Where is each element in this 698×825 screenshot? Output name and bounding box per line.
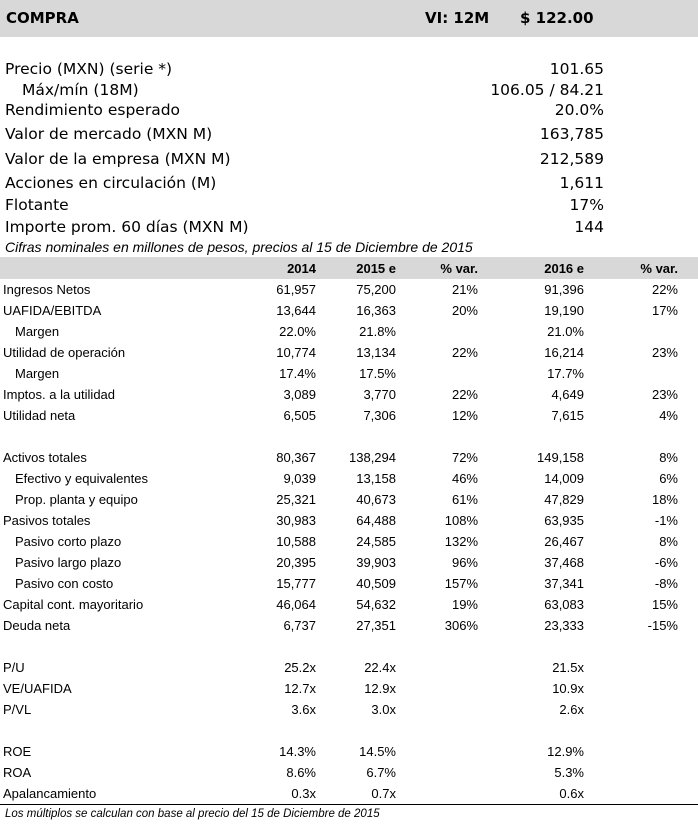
table-cell: 138,294 bbox=[349, 450, 396, 465]
table-cell: 14.5% bbox=[359, 744, 396, 759]
table-cell: 6,737 bbox=[283, 618, 316, 633]
table-cell: 25,321 bbox=[276, 492, 316, 507]
table-cell: 75,200 bbox=[356, 282, 396, 297]
table-cell: 61% bbox=[451, 492, 478, 507]
table-cell: 4,649 bbox=[551, 387, 584, 402]
table-cell: 63,083 bbox=[544, 597, 584, 612]
table-row-label: Utilidad neta bbox=[3, 408, 76, 423]
table-cell: -1% bbox=[654, 513, 678, 528]
table-cell: 22% bbox=[651, 282, 678, 297]
footer-divider bbox=[0, 804, 698, 805]
summary-label: Precio (MXN) (serie *) bbox=[5, 60, 173, 78]
table-cell: 16,214 bbox=[544, 345, 584, 360]
table-cell: 20% bbox=[451, 303, 478, 318]
table-cell: 26,467 bbox=[544, 534, 584, 549]
summary-label: Rendimiento esperado bbox=[5, 101, 181, 119]
table-cell: 149,158 bbox=[537, 450, 584, 465]
table-cell: 14,009 bbox=[544, 471, 584, 486]
table-cell: 12% bbox=[451, 408, 478, 423]
table-row-label: Prop. planta y equipo bbox=[15, 492, 138, 507]
table-cell: 40,673 bbox=[356, 492, 396, 507]
table-row-label: Imptos. a la utilidad bbox=[3, 387, 116, 402]
table-row-label: Pasivo largo plazo bbox=[15, 555, 122, 570]
col-2016e: 2016 e bbox=[544, 261, 584, 276]
table-cell: 0.7x bbox=[371, 786, 396, 801]
table-cell: -6% bbox=[654, 555, 678, 570]
table-cell: 14.3% bbox=[279, 744, 316, 759]
table-row-label: Activos totales bbox=[3, 450, 87, 465]
table-cell: 132% bbox=[444, 534, 478, 549]
summary-value: 212,589 bbox=[539, 150, 604, 168]
table-cell: 39,903 bbox=[356, 555, 396, 570]
table-cell: 9,039 bbox=[283, 471, 316, 486]
table-cell: 8.6% bbox=[286, 765, 316, 780]
table-cell: 37,468 bbox=[544, 555, 584, 570]
table-cell: 22.4x bbox=[364, 660, 396, 675]
table-header bbox=[0, 257, 698, 279]
table-cell: 19% bbox=[451, 597, 478, 612]
table-cell: 37,341 bbox=[544, 576, 584, 591]
table-cell: 13,134 bbox=[356, 345, 396, 360]
table-cell: 21.5x bbox=[552, 660, 584, 675]
table-cell: 3,770 bbox=[363, 387, 396, 402]
summary-value: 17% bbox=[569, 196, 604, 214]
table-row-label: Pasivo corto plazo bbox=[15, 534, 122, 549]
summary-value: 1,611 bbox=[559, 174, 604, 192]
table-cell: 20,395 bbox=[276, 555, 316, 570]
table-row-label: Deuda neta bbox=[3, 618, 71, 633]
table-cell: 3,089 bbox=[283, 387, 316, 402]
table-cell: 0.6x bbox=[559, 786, 584, 801]
table-cell: 12.9x bbox=[364, 681, 396, 696]
target-price: $ 122.00 bbox=[520, 9, 594, 27]
table-cell: 0.3x bbox=[291, 786, 316, 801]
table-cell: 7,306 bbox=[363, 408, 396, 423]
summary-value: 101.65 bbox=[549, 60, 604, 78]
table-row-label: P/VL bbox=[3, 702, 32, 717]
table-cell: 108% bbox=[444, 513, 478, 528]
table-cell: 6,505 bbox=[283, 408, 316, 423]
table-row-label: Pasivos totales bbox=[3, 513, 91, 528]
table-cell: 21% bbox=[451, 282, 478, 297]
table-cell: 64,488 bbox=[356, 513, 396, 528]
table-cell: 2.6x bbox=[559, 702, 584, 717]
table-cell: 23,333 bbox=[544, 618, 584, 633]
table-cell: 96% bbox=[451, 555, 478, 570]
table-row-label: Capital cont. mayoritario bbox=[3, 597, 144, 612]
col-2015e: 2015 e bbox=[356, 261, 396, 276]
table-cell: 3.6x bbox=[291, 702, 316, 717]
vi-label: VI: 12M bbox=[425, 9, 490, 27]
table-row-label: VE/UAFIDA bbox=[3, 681, 72, 696]
table-cell: 12.7x bbox=[284, 681, 316, 696]
summary-value: 163,785 bbox=[539, 125, 604, 143]
table-cell: 3.0x bbox=[371, 702, 396, 717]
table-cell: 5.3% bbox=[554, 765, 584, 780]
table-cell: 23% bbox=[651, 345, 678, 360]
table-cell: 22.0% bbox=[279, 324, 316, 339]
table-cell: 18% bbox=[651, 492, 678, 507]
table-cell: 22% bbox=[451, 387, 478, 402]
table-cell: -8% bbox=[654, 576, 678, 591]
table-cell: 15,777 bbox=[276, 576, 316, 591]
table-row-label: Pasivo con costo bbox=[15, 576, 114, 591]
table-cell: 47,829 bbox=[544, 492, 584, 507]
table-cell: 157% bbox=[444, 576, 478, 591]
table-row-label: Efectivo y equivalentes bbox=[15, 471, 148, 486]
table-cell: 19,190 bbox=[544, 303, 584, 318]
summary-label: Valor de mercado (MXN M) bbox=[5, 125, 213, 143]
table-cell: 13,158 bbox=[356, 471, 396, 486]
table-cell: 23% bbox=[651, 387, 678, 402]
table-cell: 40,509 bbox=[356, 576, 396, 591]
table-row-label: Margen bbox=[15, 366, 60, 381]
summary-value: 144 bbox=[574, 218, 604, 236]
summary-label: Flotante bbox=[5, 196, 69, 214]
table-cell: 25.2x bbox=[284, 660, 316, 675]
table-cell: 17.7% bbox=[547, 366, 584, 381]
table-cell: 72% bbox=[451, 450, 478, 465]
table-cell: 61,957 bbox=[276, 282, 316, 297]
table-cell: 6.7% bbox=[366, 765, 396, 780]
table-cell: 15% bbox=[651, 597, 678, 612]
footer-note: Los múltiplos se calculan con base al precio del 15 de Diciembre de 2015 bbox=[5, 808, 380, 820]
table-cell: 46% bbox=[451, 471, 478, 486]
summary-label: Acciones en circulación (M) bbox=[5, 174, 217, 192]
table-cell: 24,585 bbox=[356, 534, 396, 549]
table-cell: 10,588 bbox=[276, 534, 316, 549]
table-cell: 22% bbox=[451, 345, 478, 360]
table-cell: 21.8% bbox=[359, 324, 396, 339]
table-cell: 21.0% bbox=[547, 324, 584, 339]
summary-value: 20.0% bbox=[554, 101, 604, 119]
table-row-label: Margen bbox=[15, 324, 60, 339]
table-cell: 7,615 bbox=[551, 408, 584, 423]
table-cell: 46,064 bbox=[276, 597, 316, 612]
rating-label: COMPRA bbox=[6, 9, 79, 27]
table-cell: 80,367 bbox=[276, 450, 316, 465]
table-cell: 13,644 bbox=[276, 303, 316, 318]
table-cell: 54,632 bbox=[356, 597, 396, 612]
table-cell: 91,396 bbox=[544, 282, 584, 297]
table-row-label: Utilidad de operación bbox=[3, 345, 126, 360]
table-row-label: Apalancamiento bbox=[3, 786, 97, 801]
summary-label: Valor de la empresa (MXN M) bbox=[5, 150, 231, 168]
table-cell: 17.5% bbox=[359, 366, 396, 381]
table-cell: 30,983 bbox=[276, 513, 316, 528]
summary-label: Máx/mín (18M) bbox=[22, 81, 139, 99]
table-row-label: UAFIDA/EBITDA bbox=[3, 303, 102, 318]
table-cell: 17% bbox=[651, 303, 678, 318]
table-cell: 16,363 bbox=[356, 303, 396, 318]
table-cell: 10,774 bbox=[276, 345, 316, 360]
table-cell: 12.9% bbox=[547, 744, 584, 759]
table-cell: 306% bbox=[444, 618, 478, 633]
table-cell: -15% bbox=[647, 618, 678, 633]
summary-value: 106.05 / 84.21 bbox=[490, 81, 604, 99]
table-cell: 6% bbox=[659, 471, 678, 486]
table-cell: 17.4% bbox=[279, 366, 316, 381]
table-cell: 10.9x bbox=[552, 681, 584, 696]
col-var-2016: % var. bbox=[640, 261, 678, 276]
table-row-label: ROA bbox=[3, 765, 32, 780]
col-2014: 2014 bbox=[287, 261, 316, 276]
table-row-label: P/U bbox=[3, 660, 25, 675]
table-row-label: ROE bbox=[3, 744, 32, 759]
table-row-label: Ingresos Netos bbox=[3, 282, 91, 297]
table-cell: 4% bbox=[659, 408, 678, 423]
col-var-2015: % var. bbox=[440, 261, 478, 276]
table-cell: 8% bbox=[659, 534, 678, 549]
table-cell: 27,351 bbox=[356, 618, 396, 633]
table-cell: 8% bbox=[659, 450, 678, 465]
figures-note: Cifras nominales en millones de pesos, precios al 15 de Diciembre de 2015 bbox=[5, 239, 473, 255]
summary-label: Importe prom. 60 días (MXN M) bbox=[5, 218, 249, 236]
table-cell: 63,935 bbox=[544, 513, 584, 528]
